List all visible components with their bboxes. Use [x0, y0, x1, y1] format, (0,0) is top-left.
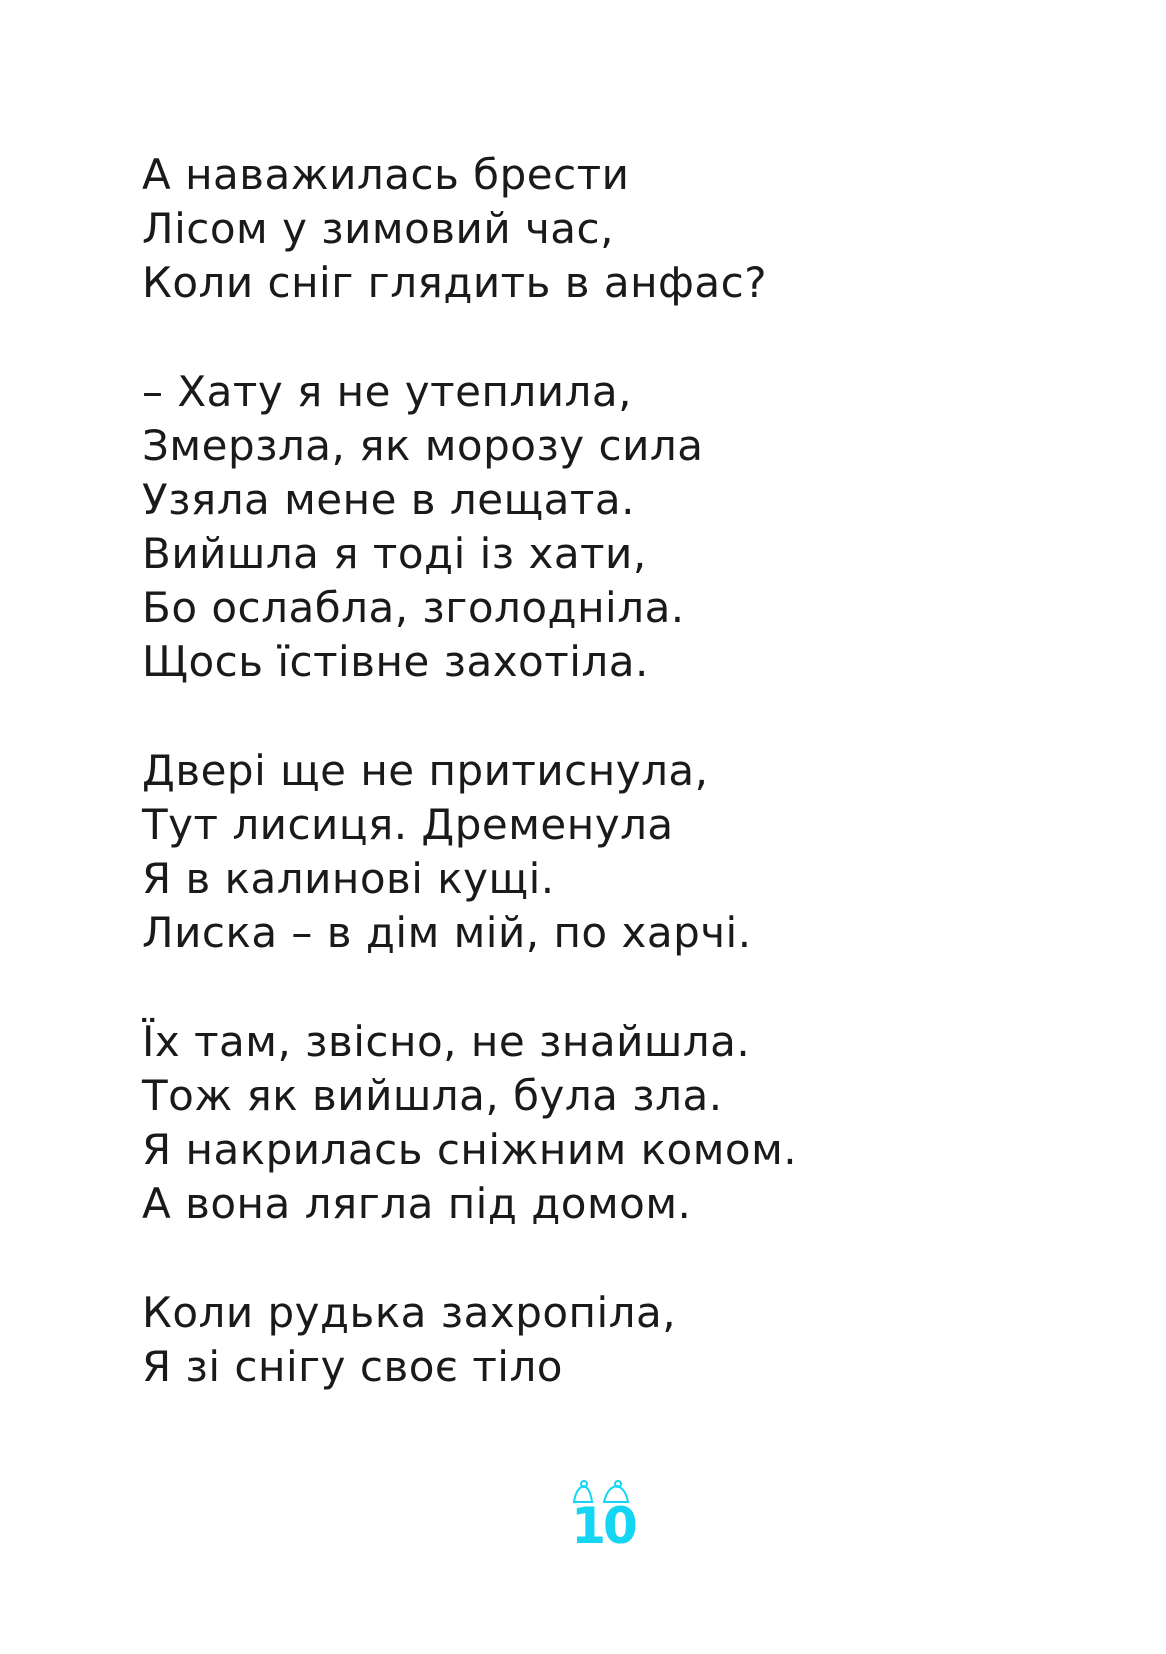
stanza-2	[142, 365, 1042, 689]
stanza-5	[142, 1286, 1042, 1394]
stanza-3	[142, 744, 1042, 960]
poem-line: Лісом у зимовий час,	[142, 204, 614, 253]
stanza-1	[142, 148, 1042, 310]
poem-line: Лиска – в дім мій, по харчі.	[142, 908, 752, 957]
poem-line: Я зі снігу своє тіло	[142, 1342, 563, 1391]
page-number-value: 10	[571, 1497, 635, 1555]
poem-line: Коли рудька захропіла,	[142, 1288, 677, 1337]
poem-line: Бо ослабла, зголодніла.	[142, 583, 685, 632]
stanza-4	[142, 1015, 1042, 1231]
poem-line: Двері ще не притиснула,	[142, 746, 709, 795]
poem-line: Змерзла, як морозу сила	[142, 421, 704, 470]
poem-line: Я накрилась сніжним комом.	[142, 1125, 798, 1174]
poem-line: Коли сніг глядить в анфас?	[142, 258, 768, 307]
poem-line: Щось їстівне захотіла.	[142, 637, 649, 686]
poem-line: Вийшла я тоді із хати,	[142, 529, 647, 578]
page-number	[568, 1488, 638, 1558]
poem-line: Їх там, звісно, не знайшла.	[142, 1017, 751, 1066]
poem-line: Тут лисиця. Дременула	[142, 800, 674, 849]
poem-line: А вона лягла під домом.	[142, 1179, 692, 1228]
poem-line: Узяла мене в лещата.	[142, 475, 635, 524]
poem-line: Тож як вийшла, була зла.	[142, 1071, 723, 1120]
poem-body	[142, 148, 1042, 1449]
poem-line: А наважилась брести	[142, 150, 630, 199]
poem-line: Я в калинові кущі.	[142, 854, 555, 903]
poem-line: – Хату я не утеплила,	[142, 367, 632, 416]
